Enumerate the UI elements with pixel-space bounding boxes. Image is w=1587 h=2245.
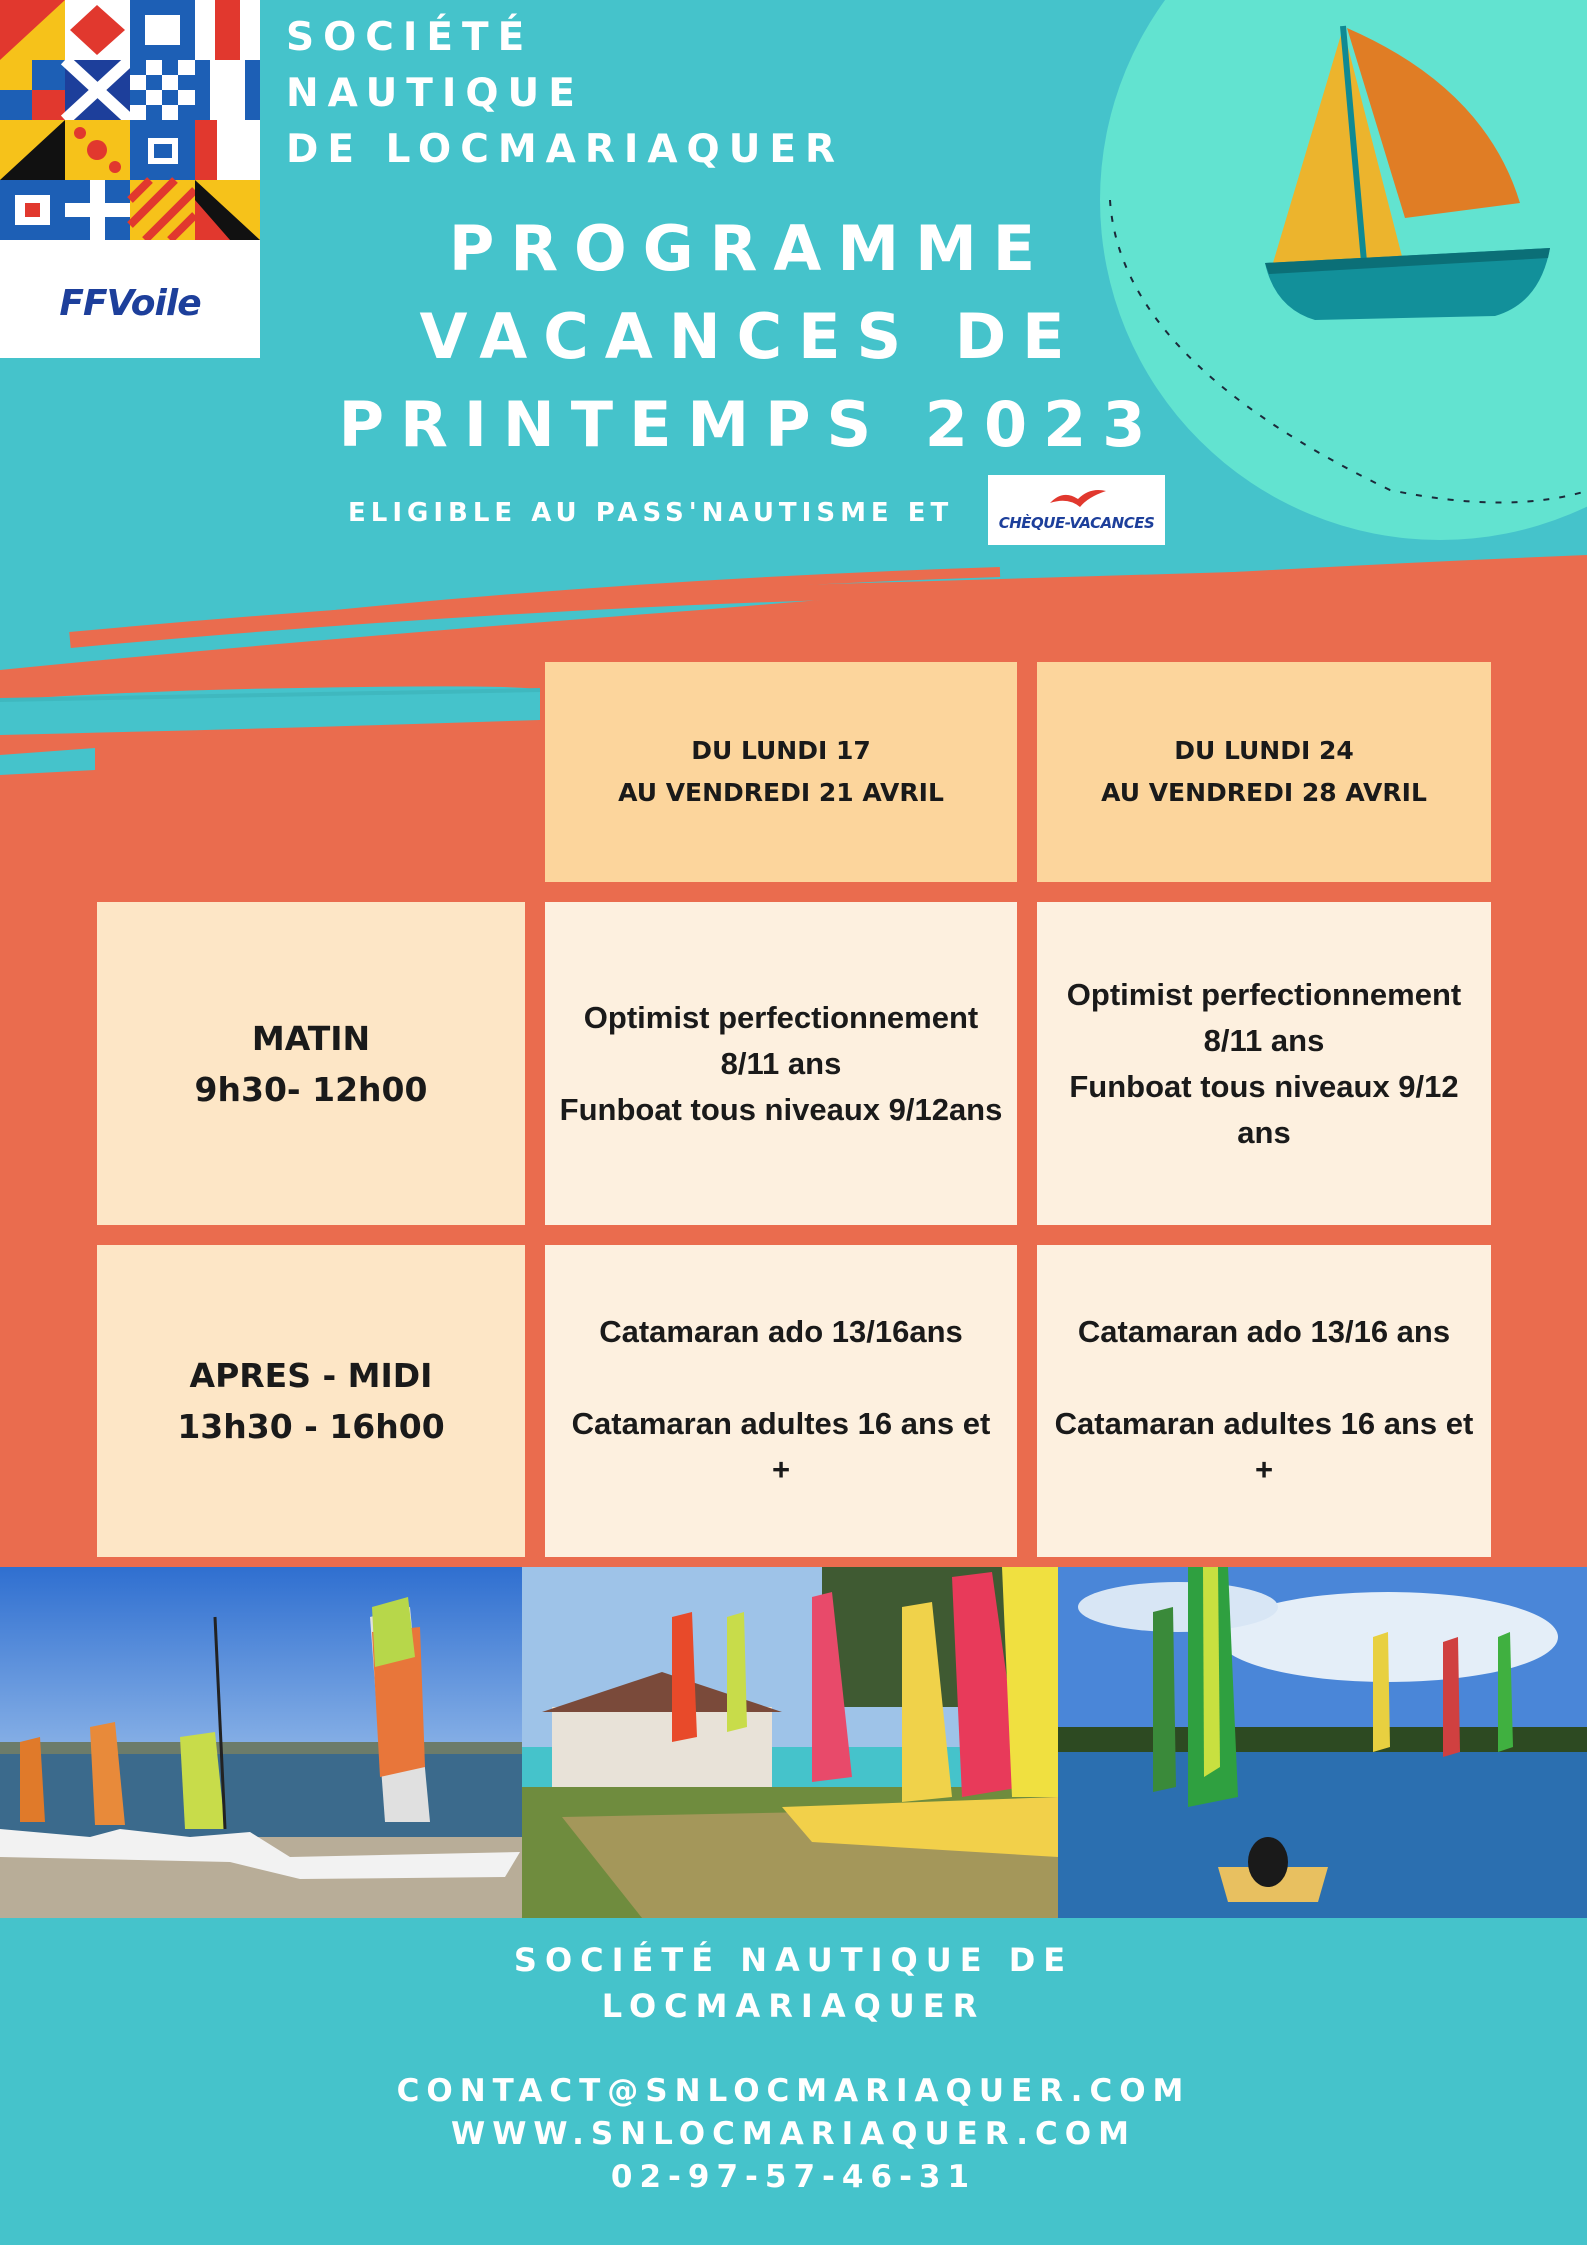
eligibility-text: ELIGIBLE AU PASS'NAUTISME ET [348,498,954,528]
cheque-vacances-text: CHÈQUE-VACANCES [998,514,1155,532]
cell-afternoon-week1: Catamaran ado 13/16ans Catamaran adultes 16 ans et + [545,1245,1017,1557]
footer-contact [0,2070,1587,2199]
ffvoile-logo [0,248,260,358]
row-label-morning: MATIN 9h30- 12h00 [97,902,525,1225]
footer-club-name [0,1937,1587,2029]
program-title-line: PROGRAMME [448,212,1052,285]
signal-flags-graphic [0,0,260,240]
column-header-week1: DU LUNDI 17 AU VENDREDI 21 AVRIL [545,662,1017,882]
club-name-header [286,10,844,178]
funboats-on-water-photo [1058,1567,1587,1918]
cell-afternoon-week2: Catamaran ado 13/16 ans Catamaran adultes 16 ans et + [1037,1245,1491,1557]
program-title [300,205,1200,469]
row-label-afternoon: APRES - MIDI 13h30 - 16h00 [97,1245,525,1557]
program-title-line: PRINTEMPS 2023 [338,388,1162,461]
logo-block [0,0,260,358]
catamarans-on-beach-photo [0,1567,522,1918]
club-name-line: NAUTIQUE [286,71,584,116]
seagull-icon [1048,485,1108,513]
contact-email[interactable]: CONTACT@SNLOCMARIAQUER.COM [396,2073,1191,2109]
program-title-line: VACANCES DE [419,300,1081,373]
footer-club-line: LOCMARIAQUER [601,1987,986,2025]
cheque-vacances-logo [988,475,1165,545]
clubhouse-boats-photo [522,1567,1058,1918]
footer-club-line: SOCIÉTÉ NAUTIQUE DE [513,1941,1074,1979]
club-name-line: DE LOCMARIAQUER [286,127,845,172]
sailboat-illustration [1255,18,1555,328]
club-name-line: SOCIÉTÉ [286,15,534,60]
column-header-week2: DU LUNDI 24 AU VENDREDI 28 AVRIL [1037,662,1491,882]
website-link[interactable]: WWW.SNLOCMARIAQUER.COM [451,2116,1136,2152]
cell-morning-week1: Optimist perfectionnement 8/11 ans Funboat tous niveaux 9/12ans [545,902,1017,1225]
ffvoile-logo-text: FFVoile [59,282,201,324]
cell-morning-week2: Optimist perfectionnement 8/11 ans Funboat tous niveaux 9/12 ans [1037,902,1491,1225]
phone-number[interactable]: 02-97-57-46-31 [610,2159,977,2195]
